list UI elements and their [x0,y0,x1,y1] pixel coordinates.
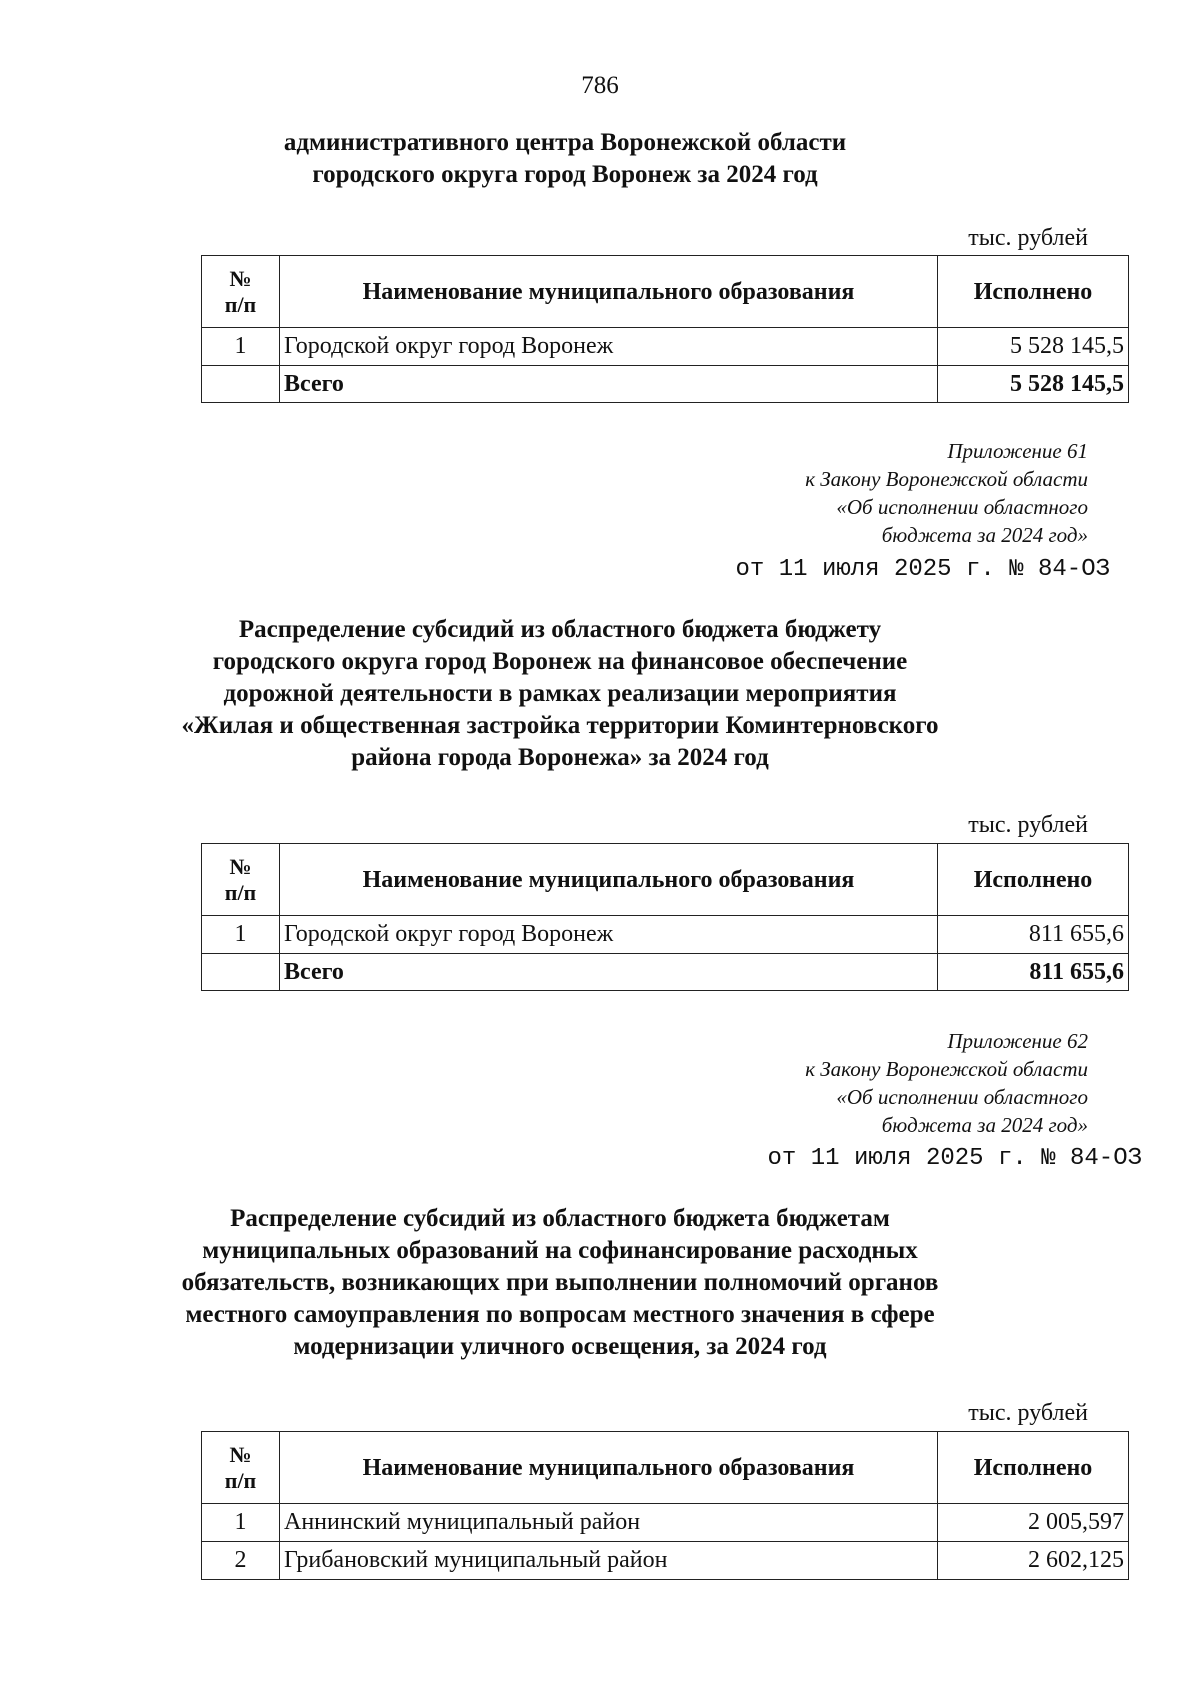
appendix-line: к Закону Воронежской области [805,1057,1088,1081]
row-name: Городской округ город Воронеж [280,916,938,954]
table-header-row [202,844,1129,916]
appendix-line: «Об исполнении областного [836,1085,1088,1109]
title-line: дорожной деятельности в рамках реализации мероприятия [223,680,897,707]
table-row [202,916,1129,954]
header-value: Исполнено [938,844,1129,916]
row-number: 2 [202,1542,280,1580]
title-line: обязательств, возникающих при выполнении полномочий органов [181,1269,939,1296]
header-name: Наименование муниципального образования [280,844,938,916]
title-line: административного центра Воронежской области [283,129,847,156]
header-name: Наименование муниципального образования [280,256,938,328]
header-number [202,844,280,916]
title-line: «Жилая и общественная застройка территории Коминтерновского [181,712,939,739]
table-total-row [202,366,1129,403]
title-line: Распределение субсидий из областного бюджета бюджету [238,616,882,643]
appendix61-date: от 11 июля 2025 г. № 84-ОЗ [735,556,1110,583]
unit-label: тыс. рублей [968,225,1088,251]
appendix-line: бюджета за 2024 год» [881,1113,1088,1137]
row-number: 1 [202,1504,280,1542]
section1-table [201,255,1129,403]
header-number-line1: № [229,853,252,879]
row-name: Грибановский муниципальный район [280,1542,938,1580]
appendix-line: «Об исполнении областного [836,495,1088,519]
header-number [202,256,280,328]
header-number-line1: № [229,265,252,291]
section3-table [201,1431,1129,1580]
title-line: муниципальных образований на софинансирование расходных [202,1237,918,1264]
title-line: городского округа город Воронеж на финансовое обеспечение [212,648,908,675]
table-header-row [202,1432,1129,1504]
section3-title [140,1203,980,1363]
table-row [202,1504,1129,1542]
total-label: Всего [280,366,938,403]
row-value: 2 005,597 [938,1504,1129,1542]
total-empty-cell [202,954,280,991]
total-value: 811 655,6 [938,954,1129,991]
appendix-line: бюджета за 2024 год» [881,523,1088,547]
row-number: 1 [202,328,280,366]
total-label: Всего [280,954,938,991]
row-name: Городской округ город Воронеж [280,328,938,366]
header-number-line2: п/п [224,291,257,317]
section2-title [150,614,970,774]
unit-label: тыс. рублей [968,812,1088,838]
appendix-line: Приложение 62 [947,1029,1088,1053]
page-number: 786 [581,72,619,99]
row-value: 811 655,6 [938,916,1129,954]
header-number-line2: п/п [224,1467,257,1493]
unit-label: тыс. рублей [968,1400,1088,1426]
header-number-line2: п/п [224,879,257,905]
total-empty-cell [202,366,280,403]
appendix-line: к Закону Воронежской области [805,467,1088,491]
table-total-row [202,954,1129,991]
header-number-line1: № [229,1441,252,1467]
row-value: 5 528 145,5 [938,328,1129,366]
table-row [202,328,1129,366]
row-number: 1 [202,916,280,954]
title-line: городского округа город Воронеж за 2024 год [312,161,818,188]
title-line: модернизации уличного освещения, за 2024 год [293,1333,827,1360]
row-value: 2 602,125 [938,1542,1129,1580]
header-number [202,1432,280,1504]
appendix62-date: от 11 июля 2025 г. № 84-ОЗ [767,1145,1142,1172]
section1-title [200,127,930,191]
title-line: района города Воронежа» за 2024 год [351,744,769,771]
section2-table [201,843,1129,991]
header-name: Наименование муниципального образования [280,1432,938,1504]
row-name: Аннинский муниципальный район [280,1504,938,1542]
title-line: местного самоуправления по вопросам местного значения в сфере [185,1301,935,1328]
appendix62-block [805,1027,1088,1139]
total-value: 5 528 145,5 [938,366,1129,403]
header-value: Исполнено [938,1432,1129,1504]
header-value: Исполнено [938,256,1129,328]
appendix-line: Приложение 61 [947,439,1088,463]
appendix61-block [805,437,1088,549]
table-header-row [202,256,1129,328]
title-line: Распределение субсидий из областного бюджета бюджетам [230,1205,890,1232]
table-row [202,1542,1129,1580]
